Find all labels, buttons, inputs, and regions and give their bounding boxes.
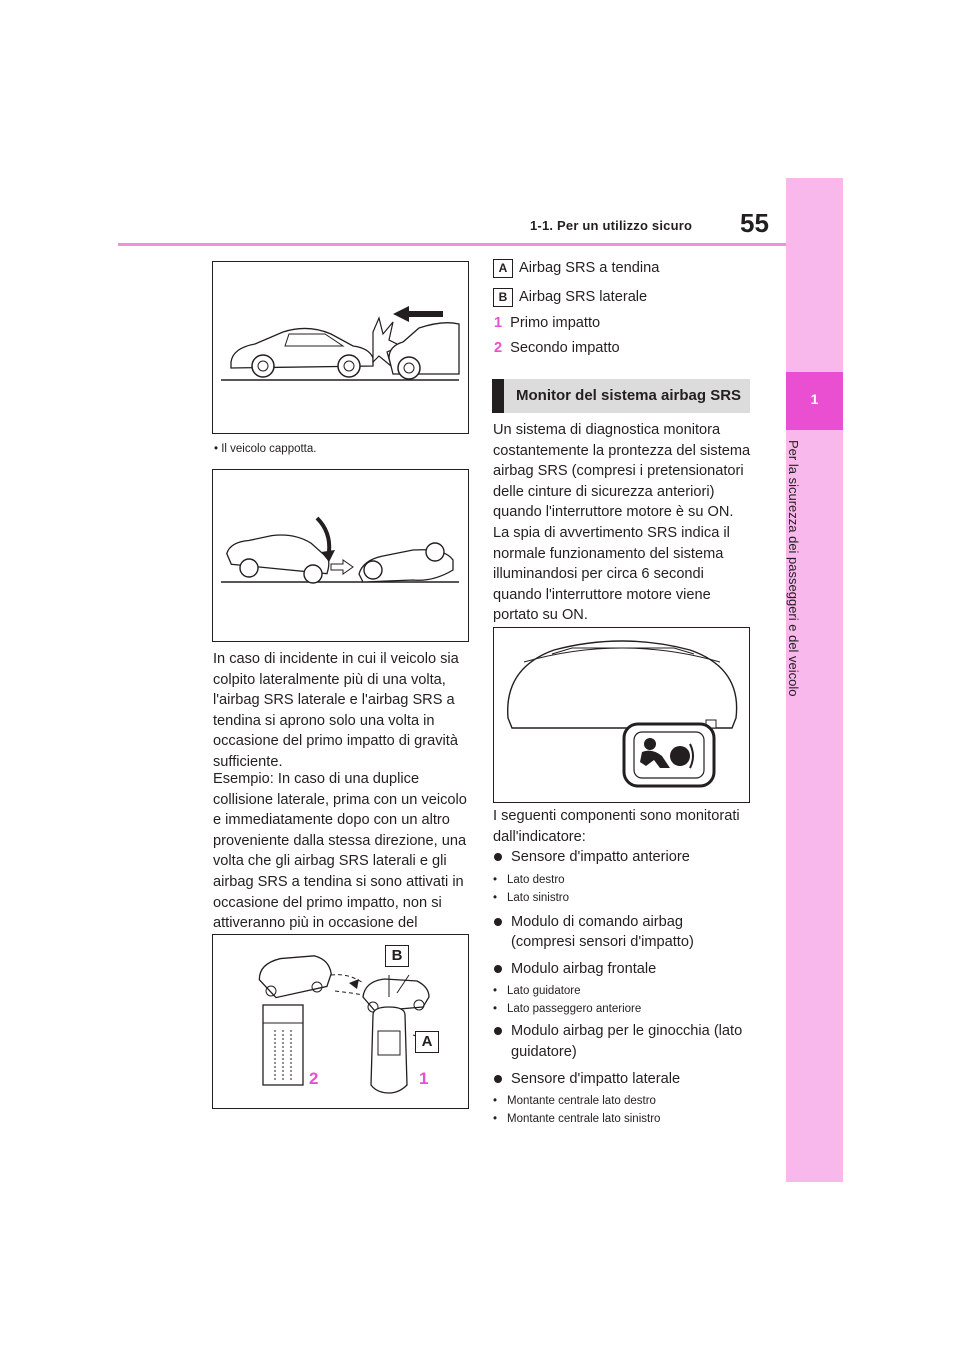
rollover-illustration: [213, 470, 468, 641]
section-heading: Monitor del sistema airbag SRS: [492, 379, 750, 413]
figure-double-side-impact: [212, 934, 469, 1109]
chapter-title: Per la sicurezza dei passeggeri e del veicolo: [786, 440, 801, 697]
item-side-impact-sensor-title: Sensore d'impatto laterale: [511, 1070, 681, 1087]
legend-1-text: Primo impatto: [510, 315, 601, 331]
label-first-impact: 1: [419, 1069, 429, 1088]
label-b-box: [385, 945, 409, 967]
legend-b-text: Airbag SRS laterale: [519, 289, 648, 305]
sub-item: • Montante centrale lato destro: [493, 1095, 656, 1108]
legend-a-badge: A: [493, 259, 513, 278]
legend-b-badge: B: [493, 288, 513, 307]
figure-rollover: [212, 469, 469, 642]
legend-2: [494, 338, 620, 359]
item-airbag-control-module-title: Modulo di comando airbag (compresi sensori d'impatto): [511, 913, 694, 951]
sub-item-text: Lato passeggero anteriore: [507, 1003, 642, 1016]
label-b: B: [391, 947, 403, 964]
item-knee-airbag-module-title: Modulo airbag per le ginocchia (lato guidatore): [511, 1023, 743, 1060]
item-front-impact-sensor-title: Sensore d'impatto anteriore: [511, 849, 690, 865]
sub-item-text: Lato guidatore: [507, 985, 581, 998]
item-airbag-control-module: [493, 912, 751, 953]
legend-2-text: Secondo impatto: [510, 340, 620, 356]
chapter-title-vertical: [771, 440, 811, 740]
item-front-airbag-module: [493, 959, 751, 980]
legend-1-number: 1: [494, 315, 503, 331]
monitored-intro: I seguenti componenti sono monitorati dall'indicatore:: [493, 808, 740, 845]
figure-instrument-cluster: [493, 627, 750, 803]
sub-item: • Montante centrale lato sinistro: [493, 1113, 661, 1126]
item-knee-airbag-module: [493, 1021, 751, 1062]
paragraph-multiple-impacts: In caso di incidente in cui il veicolo sia colpito lateralmente più di una volta, l'airbag SRS laterale e l'airbag SRS a tendina si aprono solo una volta in occasione del primo impatto di gravità sufficiente.: [213, 651, 459, 770]
double-impact-illustration: [213, 935, 468, 1108]
sub-item: • Lato destro: [493, 873, 565, 886]
figure1-caption: • Il veicolo cappotta.: [214, 443, 317, 455]
section-title: 1-1. Per un utilizzo sicuro: [530, 218, 693, 233]
legend-b: [493, 287, 647, 308]
paragraph-diagnostics: Un sistema di diagnostica monitora costantemente la prontezza del sistema airbag SRS (compresi i pretensionatori delle cinture di sicurezza anteriori) quando l'interruttore motore è su ON. La spia di avvertimento SRS indica il normale funzionamento del sistema illuminandosi per circa 6 secondi quando l'interruttore motore viene portato su ON.: [493, 422, 751, 624]
label-a: A: [421, 1033, 433, 1050]
legend-2-number: 2: [494, 340, 503, 356]
sub-item-text: Montante centrale lato destro: [507, 1095, 656, 1108]
paragraph-example: Esempio: In caso di una duplice collisione laterale, prima con un veicolo e immediatamente dopo con un altro proveniente dalla stessa direzione, una volta che gli airbag SRS laterali e gli airbag SRS a tendina si sono attivati in occasione del primo impatto, non si attiveranno più in occasione del: [213, 771, 467, 932]
chapter-number: 1: [810, 391, 819, 407]
legend-a: [493, 258, 659, 279]
legend-1: [494, 313, 600, 334]
sub-item: • Lato guidatore: [493, 985, 581, 998]
label-second-impact: 2: [309, 1069, 319, 1088]
sub-item-text: Montante centrale lato sinistro: [507, 1113, 661, 1126]
item-side-impact-sensor: [493, 1069, 751, 1090]
sub-item: • Lato passeggero anteriore: [493, 1003, 642, 1016]
page-number: 55: [740, 208, 769, 238]
srs-warning-light-illustration: [494, 628, 749, 802]
legend-a-text: Airbag SRS a tendina: [519, 260, 660, 276]
item-front-impact-sensor: [493, 847, 751, 868]
label-a-box: [415, 1031, 439, 1053]
sub-item: • Lato sinistro: [493, 891, 570, 904]
figure-rear-impact: [212, 261, 469, 434]
monitored-list: [493, 847, 751, 1128]
rear-impact-illustration: [213, 262, 468, 433]
item-front-airbag-module-title: Modulo airbag frontale: [511, 960, 657, 977]
header-rule: [118, 243, 786, 246]
sub-item-text: Lato sinistro: [507, 891, 570, 904]
sub-item-text: Lato destro: [507, 873, 565, 886]
